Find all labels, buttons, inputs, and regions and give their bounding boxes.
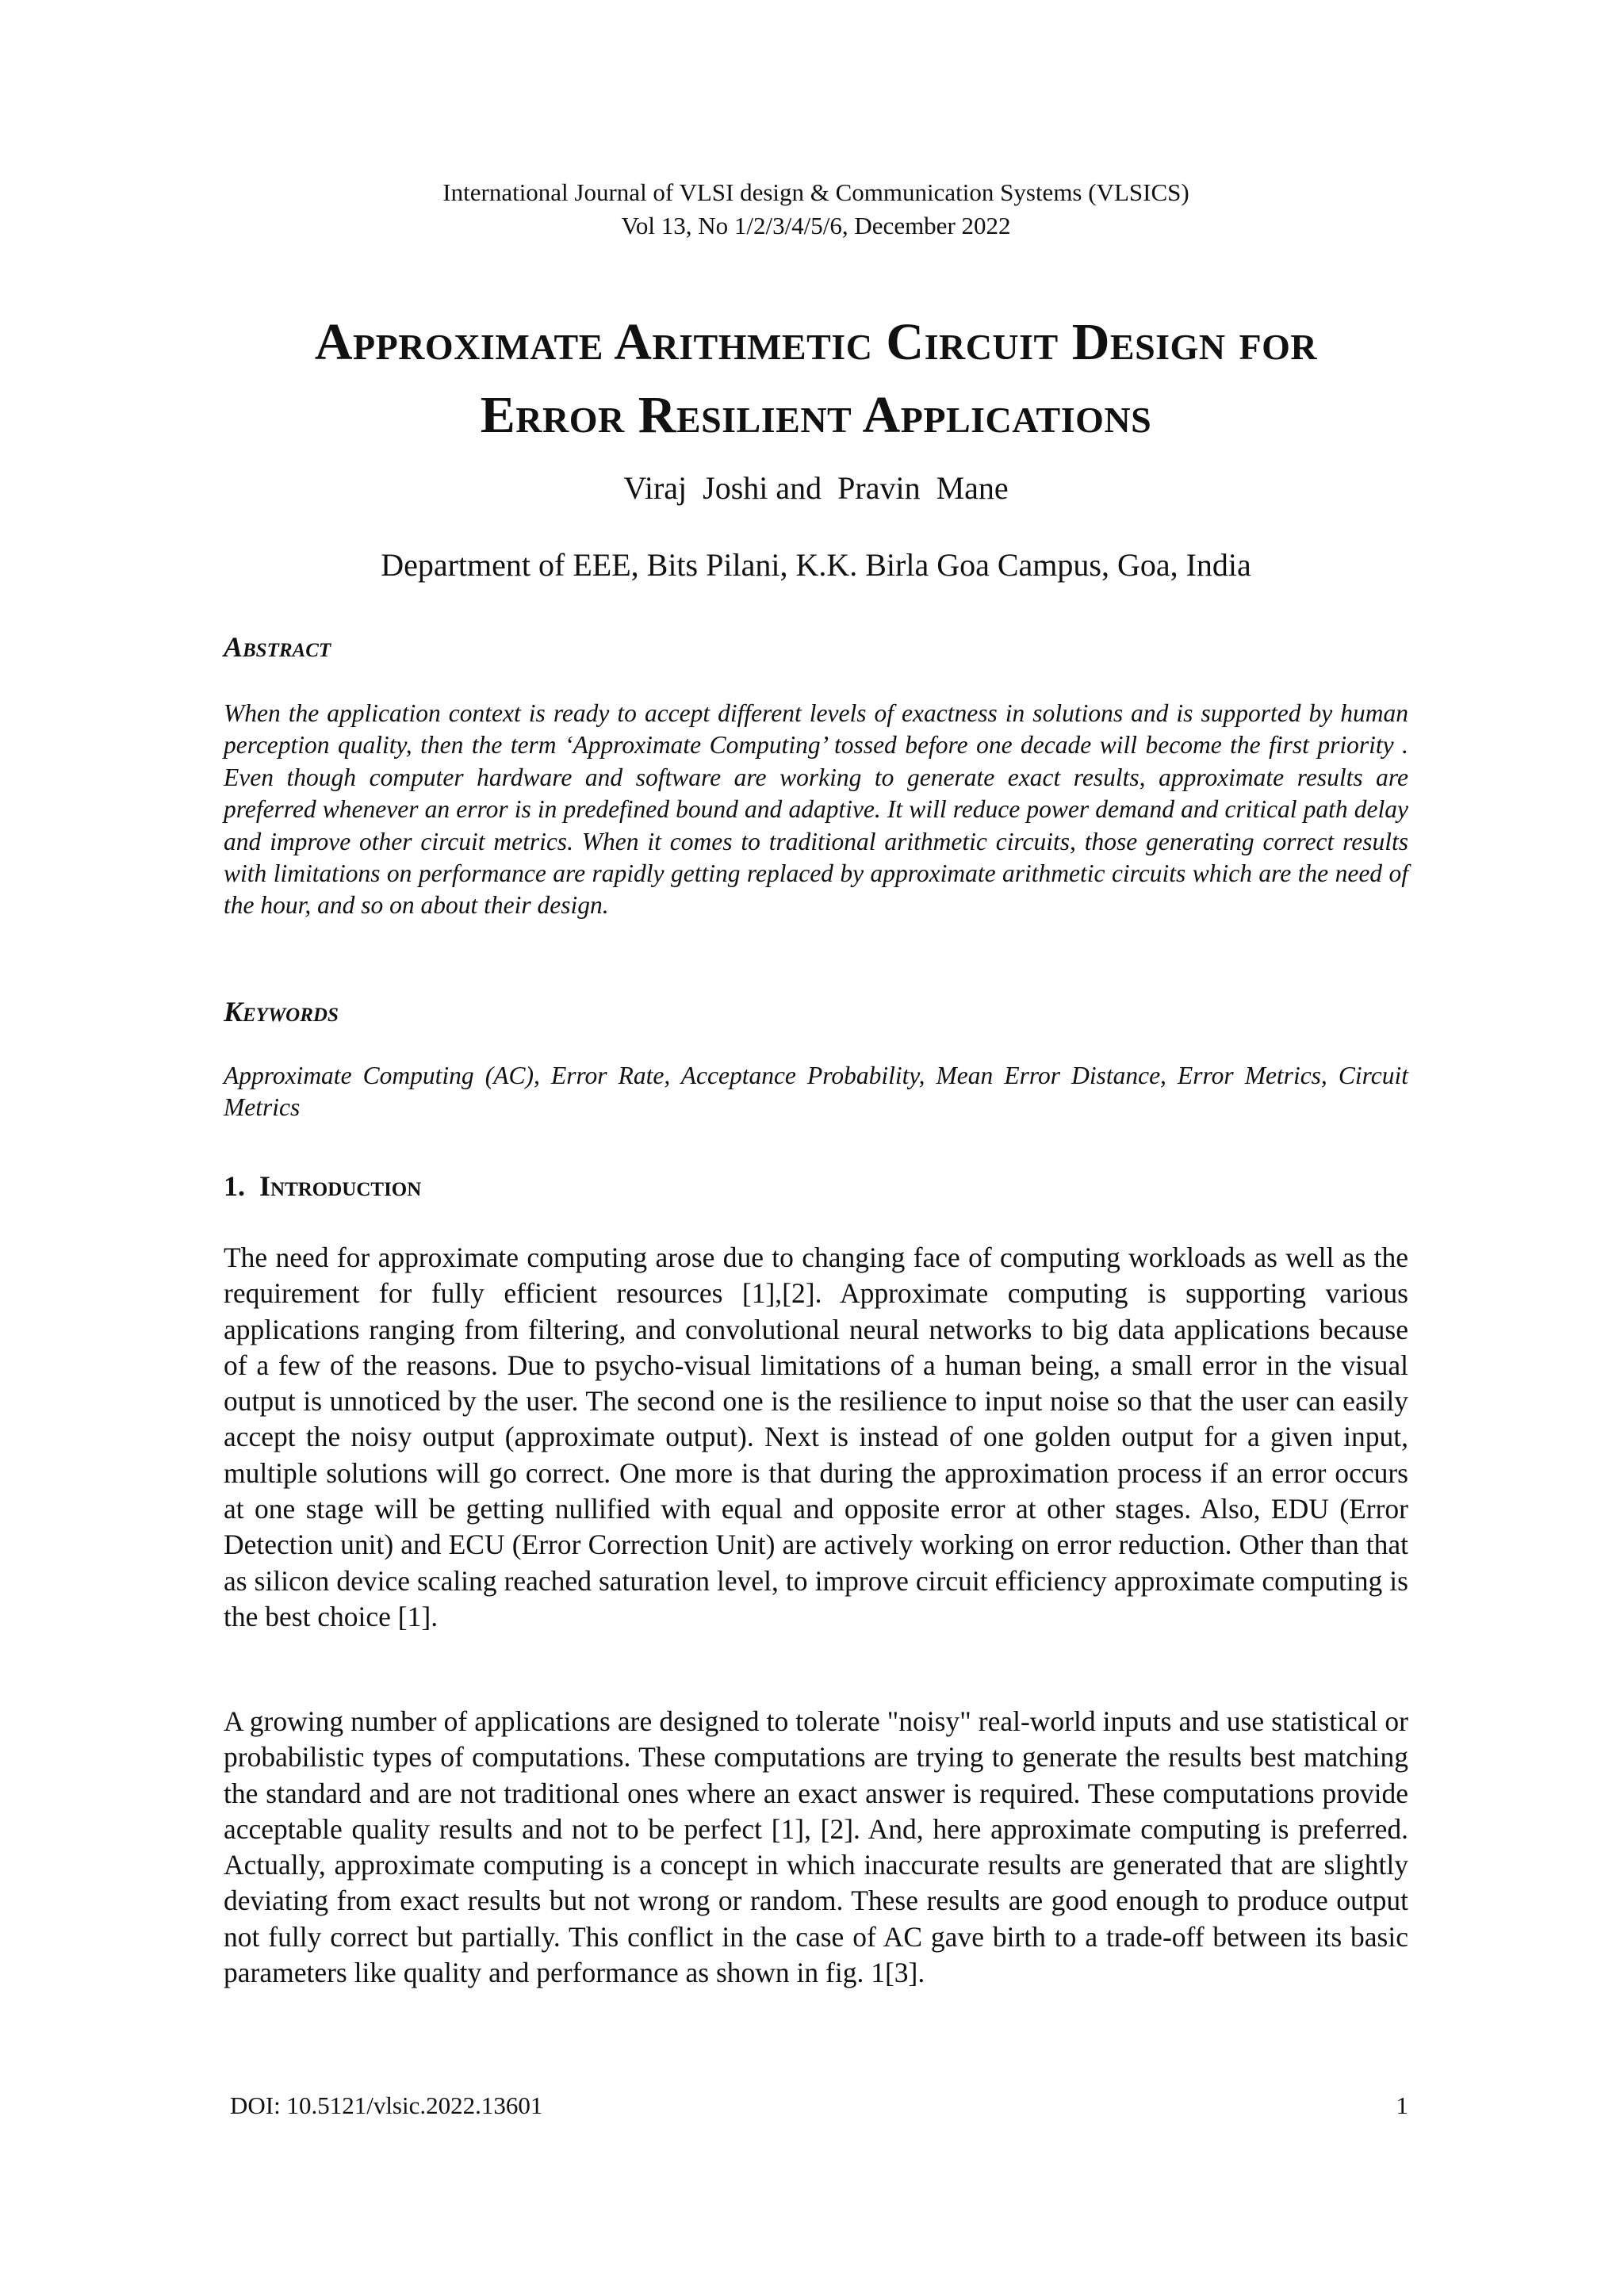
section-title: Introduction bbox=[259, 1170, 422, 1202]
footer-doi: DOI: 10.5121/vlsic.2022.13601 bbox=[230, 2091, 543, 2119]
section-number: 1. bbox=[224, 1170, 245, 1202]
abstract-text: When the application context is ready to accept different levels of exactness in solutions and is supported by human perception quality, then the term ‘Approximate Computing’ tossed before one decade will become the first priority . Even though computer hardware and software are working to generate exact results, approximate results are preferred whenever an error is in predefined bound and adaptive. It will reduce power demand and critical path delay and improve other circuit metrics. When it comes to traditional arithmetic circuits, those generating correct results with limitations on performance are rapidly getting replaced by approximate arithmetic circuits which are the need of the hour, and so on about their design. bbox=[224, 699, 1408, 920]
authors: Viraj Joshi and Pravin Mane bbox=[623, 470, 1009, 506]
journal-name: International Journal of VLSI design & Communication Systems (VLSICS) bbox=[442, 178, 1189, 206]
keywords-heading: Keywords bbox=[224, 996, 339, 1027]
introduction-heading bbox=[224, 1169, 421, 1203]
abstract-heading: Abstract bbox=[224, 631, 331, 663]
affiliation: Department of EEE, Bits Pilani, K.K. Birla Goa Campus, Goa, India bbox=[381, 547, 1251, 583]
journal-issue: Vol 13, No 1/2/3/4/5/6, December 2022 bbox=[621, 212, 1011, 239]
paper-title-line-2: Error Resilient Applications bbox=[480, 386, 1152, 444]
page-number: 1 bbox=[1396, 2091, 1408, 2119]
paper-title bbox=[224, 306, 1408, 452]
paper-title-line-1: Approximate Arithmetic Circuit Design for bbox=[314, 313, 1318, 371]
introduction-paragraph-2: A growing number of applications are designed to tolerate "noisy" real-world inputs and use statistical or probabilistic types of computations. These computations are trying to generate the results best matching the standard and are not traditional ones where an exact answer is required. These computations provide acceptable quality results and not to be perfect [1], [2]. And, here approximate computing is preferred. Actually, approximate computing is a concept in which inaccurate results are generated that are slightly deviating from exact results but not wrong or random. These results are good enough to produce output not fully correct but partially. This conflict in the case of AC gave birth to a trade-off between its basic parameters like quality and performance as shown in fig. 1[3]. bbox=[224, 1705, 1408, 1989]
introduction-paragraph-1: The need for approximate computing arose due to changing face of computing workloads as well as the requirement for fully efficient resources [1],[2]. Approximate computing is supporting various applications ranging from filtering, and convolutional neural networks to big data applications because of a few of the reasons. Due to psycho-visual limitations of a human being, a small error in the visual output is unnoticed by the user. The second one is the resilience to input noise so that the user can easily accept the noisy output (approximate output). Next is instead of one golden output for a given input, multiple solutions will go correct. One more is that during the approximation process if an error occurs at one stage will be getting nullified with equal and opposite error at other stages. Also, EDU (Error Detection unit) and ECU (Error Correction Unit) are actively working on error reduction. Other than that as silicon device scaling reached saturation level, to improve circuit efficiency approximate computing is the best choice [1]. bbox=[224, 1242, 1408, 1632]
journal-header bbox=[224, 176, 1408, 243]
keywords-text: Approximate Computing (AC), Error Rate, Acceptance Probability, Mean Error Distance, Error Metrics, Circuit Metrics bbox=[224, 1062, 1408, 1122]
